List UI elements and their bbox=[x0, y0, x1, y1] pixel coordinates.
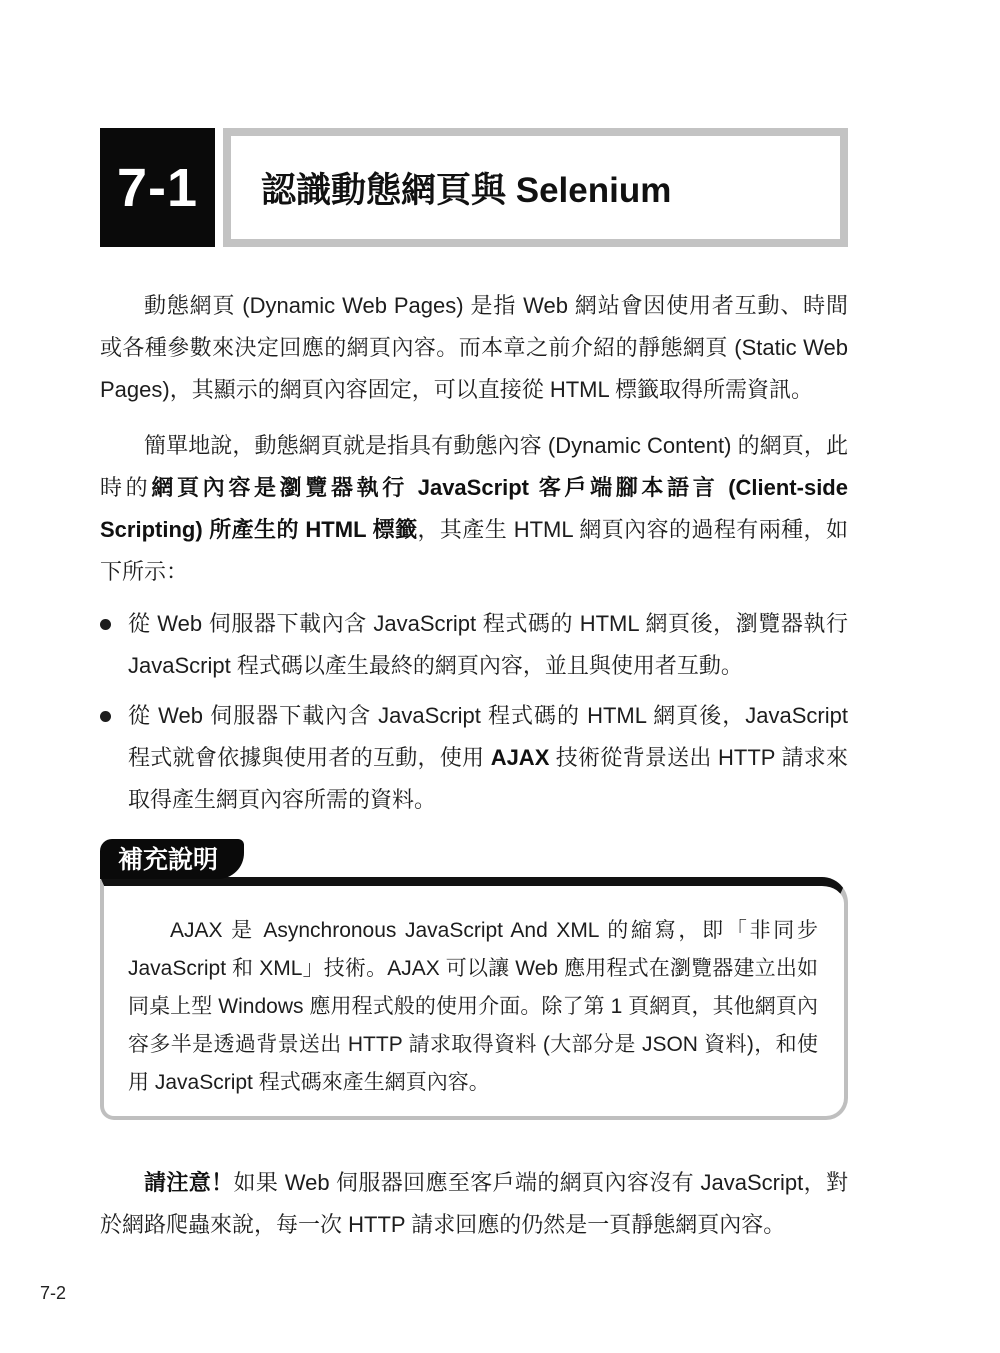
bullet-text-segment: 技術從背景送出 HTTP 請求來取得產生網頁內容所需的資料。 bbox=[128, 745, 848, 812]
supplement-note bbox=[100, 839, 848, 1120]
list-item bbox=[100, 603, 848, 687]
notice-bold-lead: 請注意！ bbox=[144, 1170, 234, 1195]
bullet-text bbox=[128, 695, 848, 821]
supplement-note-tab: 補充說明 bbox=[100, 839, 244, 879]
notice-paragraph bbox=[100, 1162, 848, 1246]
paragraph-dynamic-content bbox=[100, 425, 848, 593]
section-number-badge: 7-1 bbox=[100, 128, 215, 247]
paragraph-text: 簡單地說，動態網頁就是指具有動態內容 (Dynamic Content) 的網頁，此時的 bbox=[100, 433, 848, 500]
paragraph-dynamic-web-pages: 動態網頁 (Dynamic Web Pages) 是指 Web 網站會因使用者互動、時間或各種參數來決定回應的網頁內容。而本章之前介紹的靜態網頁 (Static Web Pages)，其顯示的網頁內容固定，可以直接從 HTML 標籤取得所需資訊。 bbox=[100, 293, 848, 402]
paragraph-text: ，其產生 HTML 網頁內容的過程有兩種，如下所示： bbox=[100, 517, 848, 584]
bullet-text-segment: 從 Web 伺服器下載內含 JavaScript 程式碼的 HTML 網頁後，瀏覽器執行 JavaScript 程式碼以產生最終的網頁內容，並且與使用者互動。 bbox=[128, 611, 848, 678]
paragraph-bold-text: 網頁內容是瀏覽器執行 JavaScript 客戶端腳本語言 (Client-side Scripting) 所產生的 HTML 標籤 bbox=[100, 475, 848, 542]
supplement-note-text: AJAX 是 Asynchronous JavaScript And XML 的縮寫，即「非同步 JavaScript 和 XML」技術。AJAX 可以讓 Web 應用程式在瀏覽器建立出如同桌上型 Windows 應用程式般的使用介面。除了第 1 頁網頁，其他網頁內容多半是透過背景送出 HTTP 請求取得資料 (大部分是 JSON 資料)，和使用 JavaScript 程式碼來產生網頁內容。 bbox=[128, 919, 818, 1094]
bullet-icon bbox=[100, 619, 111, 630]
section-header bbox=[100, 128, 848, 247]
bullet-text-segment: 從 Web 伺服器下載內含 JavaScript 程式碼的 HTML 網頁後，JavaScript 程式就會依據與使用者的互動，使用 bbox=[128, 703, 848, 770]
bullet-bold-segment: AJAX bbox=[490, 745, 550, 770]
list-item bbox=[100, 695, 848, 821]
bullet-text bbox=[128, 603, 848, 687]
bullet-list bbox=[100, 603, 848, 821]
page-number: 7-2 bbox=[40, 1283, 67, 1303]
notice-text: 如果 Web 伺服器回應至客戶端的網頁內容沒有 JavaScript，對於網路爬蟲來說，每一次 HTTP 請求回應的仍然是一頁靜態網頁內容。 bbox=[100, 1170, 848, 1237]
supplement-note-box bbox=[100, 877, 848, 1120]
section-title: 認識動態網頁與 Selenium bbox=[223, 128, 848, 247]
bullet-icon bbox=[100, 711, 111, 722]
